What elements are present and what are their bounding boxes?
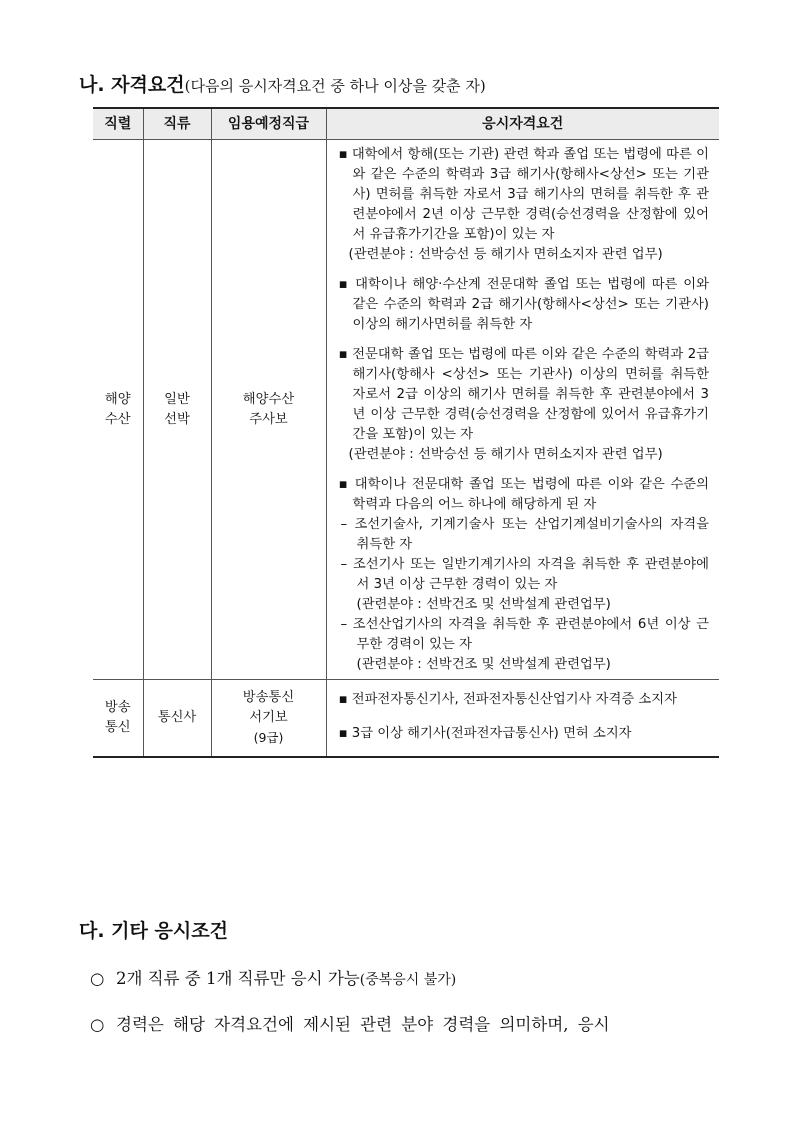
condition-note: (중복응시 불가) bbox=[359, 972, 457, 988]
cell-grade bbox=[211, 680, 326, 758]
table-header-row bbox=[93, 108, 719, 140]
cell-requirements bbox=[326, 140, 719, 680]
header-series: 직렬 bbox=[93, 108, 143, 140]
requirement-note: (관련분야 : 선박승선 등 해기사 면허소지자 관련 업무) bbox=[348, 447, 663, 462]
requirement-subitem: – 조선기사 또는 일반기계기사의 자격을 취득한 후 관련분야에서 3년 이상 근무한 경력이 있는 자 bbox=[340, 557, 709, 592]
requirement-item: ▪ 전문대학 졸업 또는 법령에 따른 이와 같은 수준의 학력과 2급 해기사(항해사 <상선> 또는 기관사) 이상의 면허를 취득한 자로서 2급 이상의 해기사 면허를 취득한 후 관련분야에서 3년 이상 근무한 경력(승선경력을 산정함에 있어서 유급휴가기간을 포함)이 있는 자 bbox=[338, 347, 709, 442]
table-row bbox=[93, 140, 719, 680]
requirement-item: ▪ 대학이나 전문대학 졸업 또는 법령에 따른 이와 같은 수준의 학력과 다음의 어느 하나에 해당하게 된 자 bbox=[338, 477, 709, 512]
section-subtitle: (다음의 응시자격요건 중 하나 이상을 갖춘 자) bbox=[184, 77, 486, 95]
cell-category: 통신사 bbox=[143, 680, 211, 758]
header-category: 직류 bbox=[143, 108, 211, 140]
grade-line: 방송통신 bbox=[242, 690, 295, 705]
section-title-requirements bbox=[79, 70, 486, 97]
requirement-item: ▪ 대학에서 항해(또는 기관) 관련 학과 졸업 또는 법령에 따른 이와 같은 수준의 학력과 3급 해기사(항해사<상선> 또는 기관사) 면허를 취득한 자로서 3급 해기사의 면허를 취득한 후 관련분야에서 2년 이상 근무한 경력(승선경력을 산정함에 있어서 유급휴가기간을 포함)이 있는 자 bbox=[338, 147, 709, 242]
requirements-table bbox=[93, 107, 719, 758]
condition-item bbox=[90, 965, 456, 989]
requirement-subitem: – 조선기술사, 기계기술사 또는 산업기계설비기술사의 자격을 취득한 자 bbox=[340, 517, 709, 552]
section-heading: 나. 자격요건 bbox=[79, 74, 185, 96]
section-title-other-conditions: 다. 기타 응시조건 bbox=[79, 920, 228, 942]
header-grade: 임용예정직급 bbox=[211, 108, 326, 140]
requirement-item: ▪ 전파전자통신기사, 전파전자통신산업기사 자격증 소지자 bbox=[338, 692, 677, 707]
cell-series: 해양 수산 bbox=[93, 140, 143, 680]
cell-category: 일반 선박 bbox=[143, 140, 211, 680]
circle-bullet-icon: ○ bbox=[90, 969, 105, 988]
requirement-item: ▪ 대학이나 해양·수산계 전문대학 졸업 또는 법령에 따른 이와 같은 수준의 학력과 2급 해기사(항해사<상선> 또는 기관사) 이상의 해기사면허를 취득한 자 bbox=[338, 277, 709, 332]
cell-series: 방송 통신 bbox=[93, 680, 143, 758]
requirement-note: (관련분야 : 선박건조 및 선박설계 관련업무) bbox=[356, 597, 611, 612]
condition-text: 경력은 해당 자격요건에 제시된 관련 분야 경력을 의미하며, 응시 bbox=[116, 1015, 610, 1034]
requirement-item: ▪ 3급 이상 해기사(전파전자급통신사) 면허 소지자 bbox=[338, 726, 632, 741]
condition-item bbox=[90, 1011, 610, 1035]
grade-line: 서기보 bbox=[249, 710, 288, 725]
circle-bullet-icon: ○ bbox=[90, 1015, 105, 1034]
header-requirements: 응시자격요건 bbox=[326, 108, 719, 140]
requirement-note: (관련분야 : 선박건조 및 선박설계 관련업무) bbox=[356, 657, 611, 672]
cell-requirements bbox=[326, 680, 719, 758]
grade-line: (9급) bbox=[253, 730, 284, 745]
table-row bbox=[93, 680, 719, 758]
requirement-note: (관련분야 : 선박승선 등 해기사 면허소지자 관련 업무) bbox=[348, 247, 663, 262]
cell-grade: 해양수산 주사보 bbox=[211, 140, 326, 680]
condition-text: 2개 직류 중 1개 직류만 응시 가능 bbox=[116, 969, 360, 988]
requirement-subitem: – 조선산업기사의 자격을 취득한 후 관련분야에서 6년 이상 근무한 경력이 있는 자 bbox=[340, 617, 709, 652]
